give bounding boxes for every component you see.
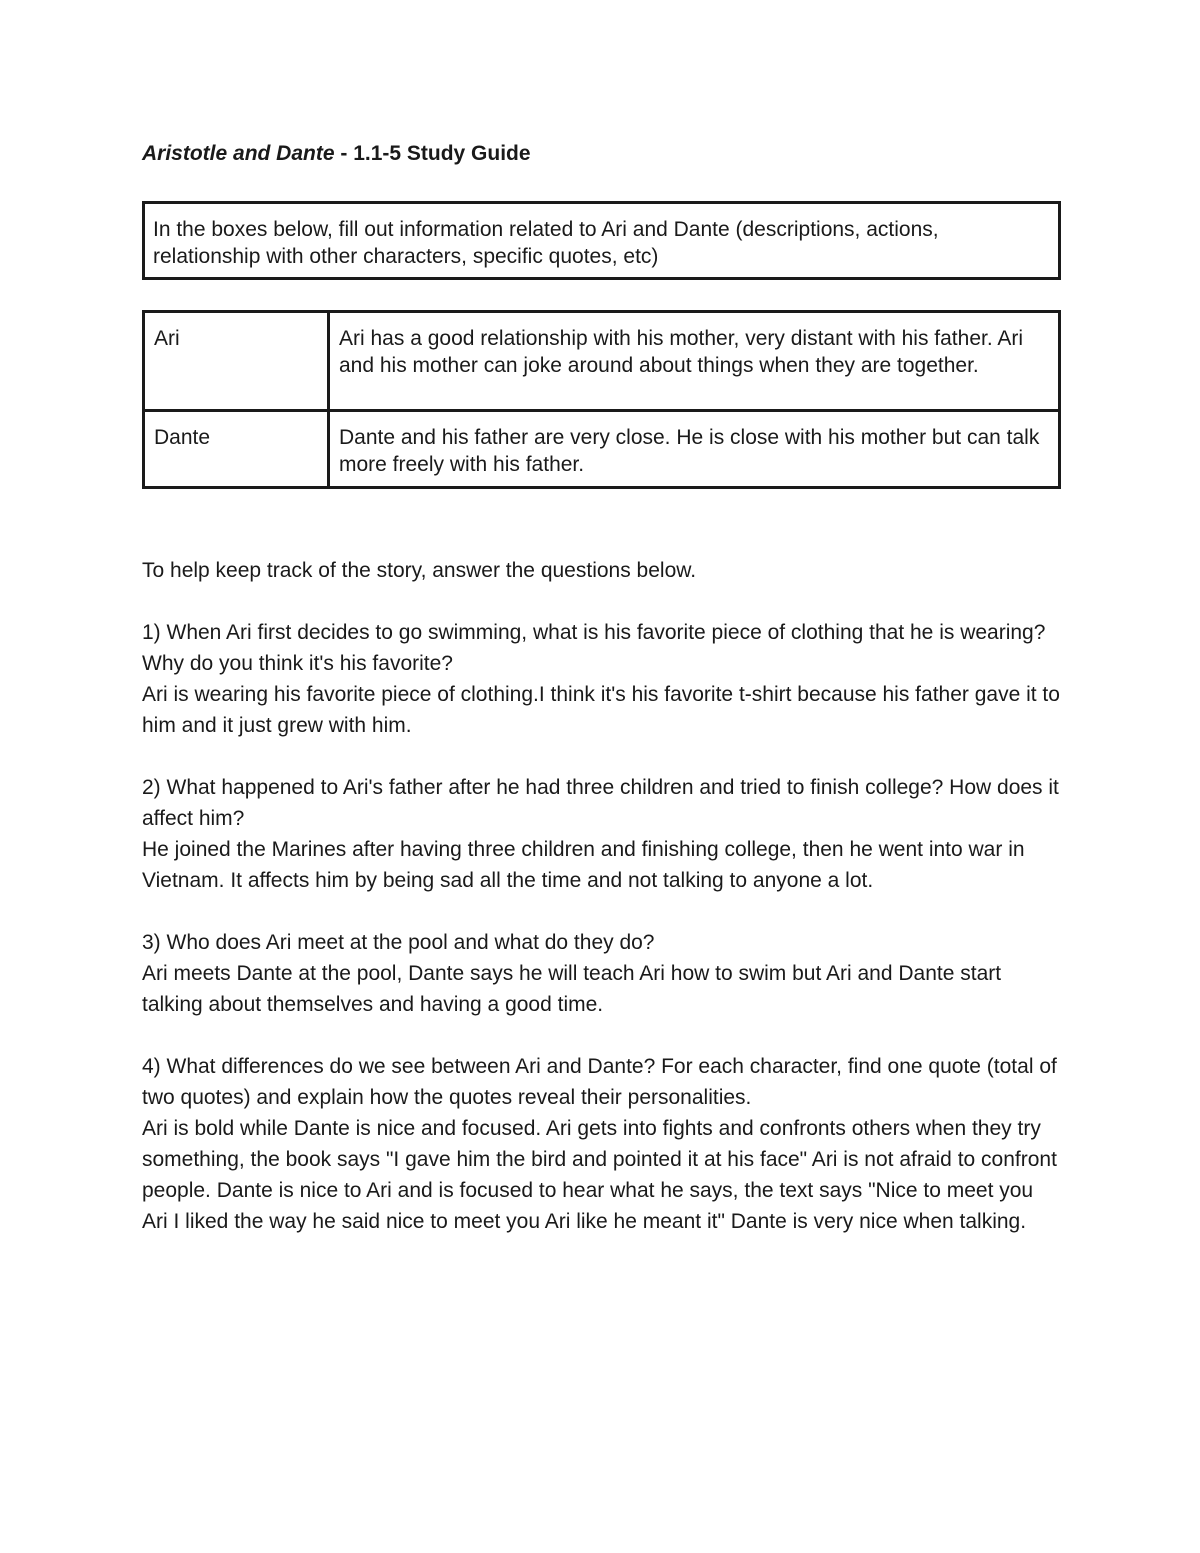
answer-2: He joined the Marines after having three children and finishing college, then he went into war in Vietnam. It affects him by being sad all the time and not talking to anyone a lot. — [142, 838, 1025, 892]
character-notes-cell: Dante and his father are very close. He is close with his mother but can talk more freely with his father. — [329, 411, 1060, 488]
character-name-cell: Ari — [144, 312, 329, 411]
question-4: 4) What differences do we see between Ari and Dante? For each character, find one quote (total of two quotes) and explain how the quotes reveal their personalities. — [142, 1055, 1057, 1109]
answer-3: Ari meets Dante at the pool, Dante says he will teach Ari how to swim but Ari and Dante start talking about themselves and having a good time. — [142, 962, 1002, 1016]
answer-4: Ari is bold while Dante is nice and focused. Ari gets into fights and confronts others when they try something, the book says "I gave him the bird and pointed it at his face" Ari is not afraid to confront people. Dante is nice to Ari and is focused to hear what he says, the text says "Nice to meet you Ari I liked the way he said nice to meet you Ari like he meant it" Dante is very nice when talking. — [142, 1117, 1057, 1233]
question-3: 3) Who does Ari meet at the pool and what do they do? — [142, 931, 655, 954]
instructions-box — [142, 201, 1061, 280]
character-notes-cell: Ari has a good relationship with his mother, very distant with his father. Ari and his mother can joke around about things when they are together. — [329, 312, 1060, 411]
instructions-text: In the boxes below, fill out information related to Ari and Dante (descriptions, actions, relationship with other characters, specific quotes, etc) — [153, 218, 939, 268]
question-2: 2) What happened to Ari's father after he had three children and tried to finish college? How does it affect him? — [142, 776, 1059, 830]
table-row — [144, 312, 1060, 411]
questions-section — [142, 555, 1062, 1237]
document-title — [142, 142, 531, 166]
intro-text: To help keep track of the story, answer the questions below. — [142, 559, 697, 582]
title-book-name: Aristotle and Dante — [142, 142, 335, 165]
table-row — [144, 411, 1060, 488]
question-1: 1) When Ari first decides to go swimming, what is his favorite piece of clothing that he is wearing? Why do you think it's his favorite? — [142, 621, 1046, 675]
title-rest: - 1.1-5 Study Guide — [334, 142, 531, 165]
character-name-cell: Dante — [144, 411, 329, 488]
answer-1: Ari is wearing his favorite piece of clothing.I think it's his favorite t-shirt because his father gave it to him and it just grew with him. — [142, 683, 1060, 737]
character-table — [142, 310, 1061, 489]
